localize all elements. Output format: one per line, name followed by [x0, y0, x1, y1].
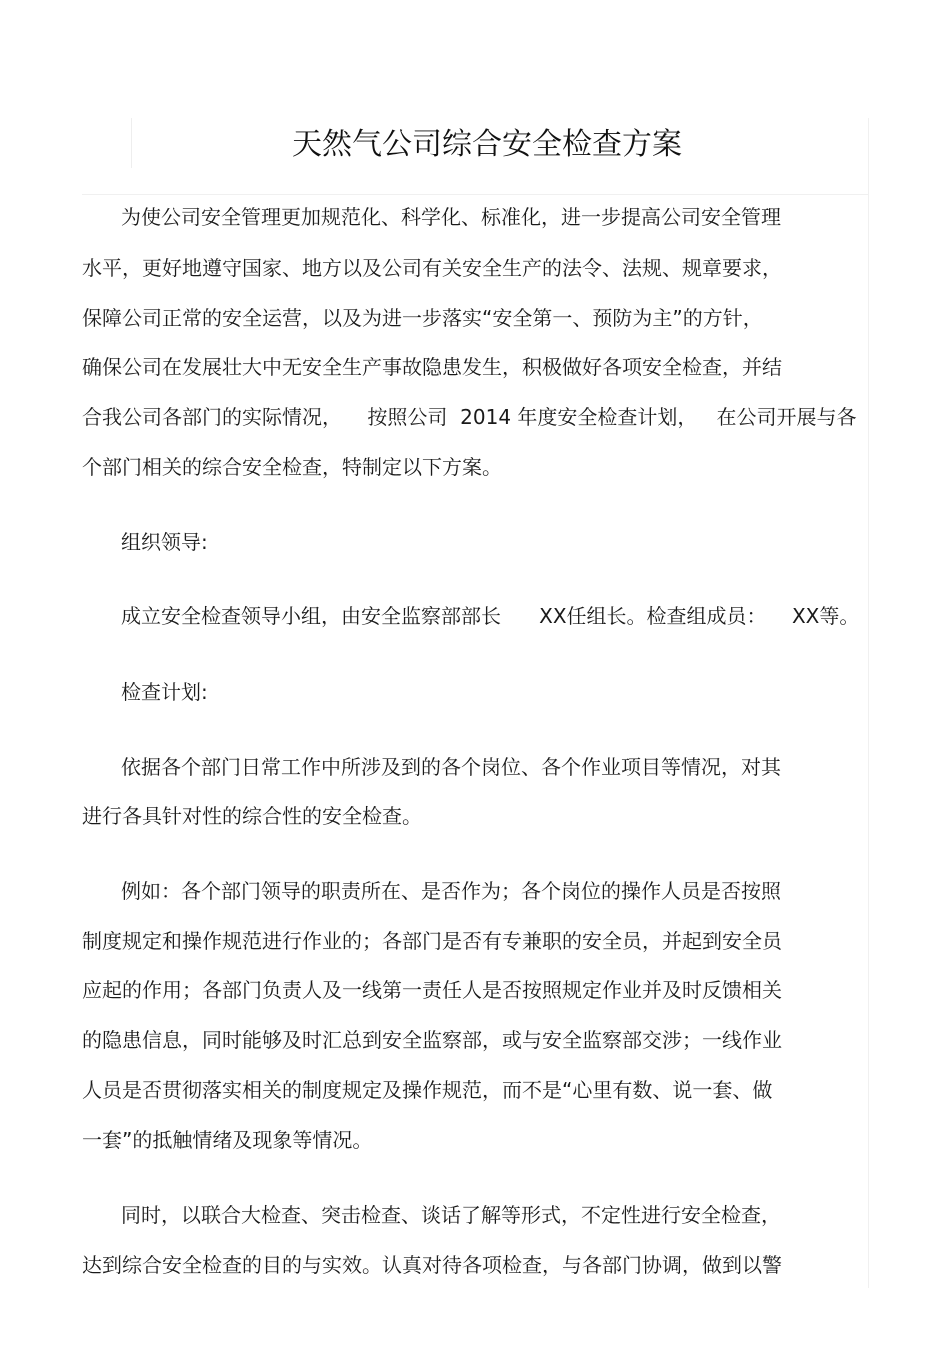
intro-line-5: 合我公司各部门的实际情况， 按照公司 2014 年度安全检查计划， 在公司开展与各 [82, 405, 857, 429]
org-body: 成立安全检查领导小组，由安全监察部部长 XX任组长。检查组成员： XX等。 [121, 604, 860, 628]
intro-line-1: 为使公司安全管理更加规范化、科学化、标准化，进一步提高公司安全管理 [121, 205, 781, 229]
example-line-2: 制度规定和操作规范进行作业的；各部门是否有专兼职的安全员，并起到安全员 [82, 929, 782, 953]
meanwhile-line-2: 达到综合安全检查的目的与实效。认真对待各项检查，与各部门协调，做到以警 [82, 1253, 782, 1277]
intro-line-6: 个部门相关的综合安全检查，特制定以下方案。 [82, 455, 502, 479]
example-line-3: 应起的作用；各部门负责人及一线第一责任人是否按照规定作业并及时反馈相关 [82, 978, 782, 1002]
document-title: 天然气公司综合安全检查方案 [292, 127, 682, 162]
intro-line-3: 保障公司正常的安全运营，以及为进一步落实“安全第一、预防为主”的方针， [82, 306, 763, 330]
plan-heading: 检查计划: [121, 680, 208, 704]
page-rule-right [868, 118, 869, 1288]
example-line-6: 一套”的抵触情绪及现象等情况。 [82, 1128, 373, 1152]
example-line-4: 的隐患信息，同时能够及时汇总到安全监察部，或与安全监察部交涉；一线作业 [82, 1028, 782, 1052]
intro-line-2: 水平，更好地遵守国家、地方以及公司有关安全生产的法令、法规、规章要求， [82, 256, 782, 280]
example-line-1: 例如：各个部门领导的职责所在、是否作为；各个岗位的操作人员是否按照 [121, 879, 781, 903]
example-line-5: 人员是否贯彻落实相关的制度规定及操作规范，而不是“心里有数、说一套、做 [82, 1078, 773, 1102]
plan-line-2: 进行各具针对性的综合性的安全检查。 [82, 804, 422, 828]
intro-line-4: 确保公司在发展壮大中无安全生产事故隐患发生，积极做好各项安全检查，并结 [82, 355, 782, 379]
org-heading: 组织领导: [121, 530, 208, 554]
header-rule-bottom [82, 194, 869, 195]
meanwhile-line-1: 同时，以联合大检查、突击检查、谈话了解等形式，不定性进行安全检查， [121, 1203, 781, 1227]
plan-line-1: 依据各个部门日常工作中所涉及到的各个岗位、各个作业项目等情况，对其 [121, 755, 781, 779]
